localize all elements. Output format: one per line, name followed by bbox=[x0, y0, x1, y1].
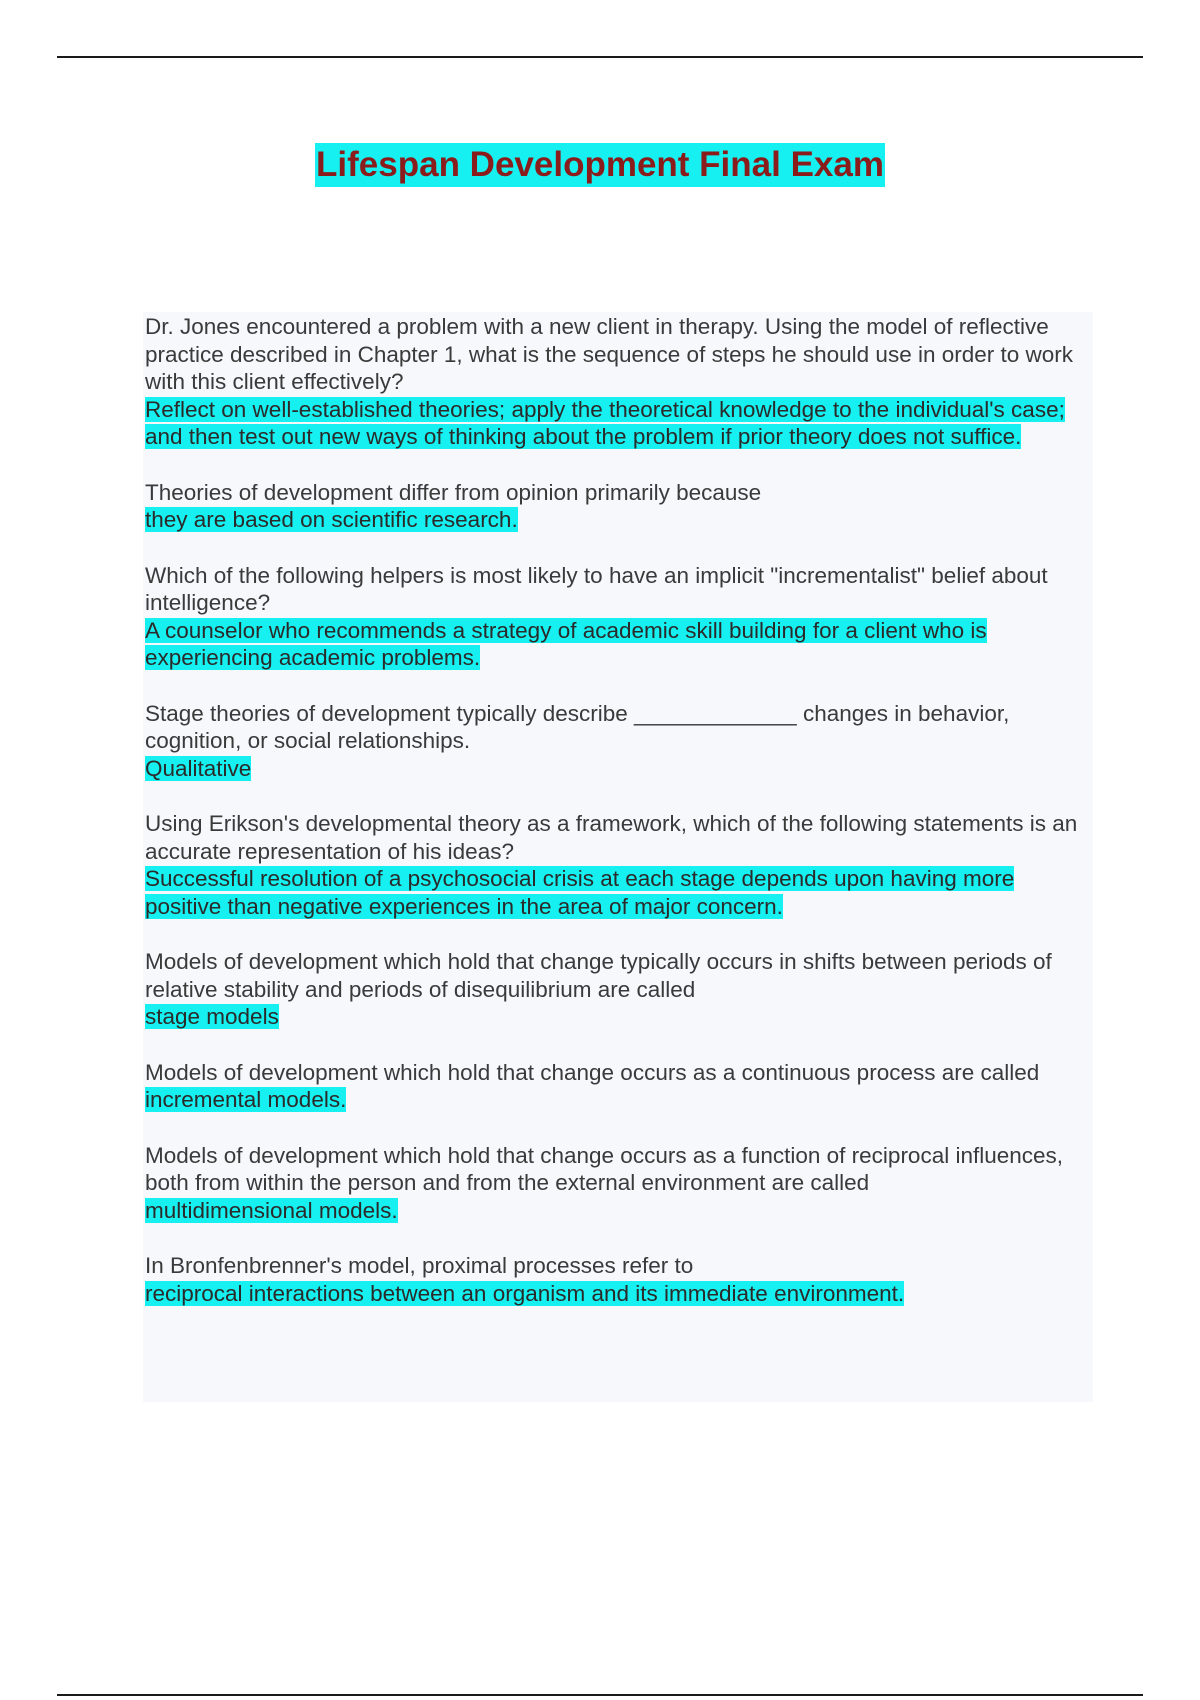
qa-item bbox=[145, 810, 1085, 920]
answer-highlight: multidimensional models. bbox=[145, 1197, 398, 1223]
document-title: Lifespan Development Final Exam bbox=[315, 143, 885, 187]
question-text: Stage theories of development typically describe _____________ changes in behavior, cognition, or social relationships. bbox=[145, 700, 1010, 753]
answer-text bbox=[145, 1086, 1085, 1114]
title-container bbox=[0, 143, 1200, 187]
qa-item bbox=[145, 313, 1085, 451]
qa-item bbox=[145, 700, 1085, 783]
answer-text bbox=[145, 755, 1085, 783]
answer-text bbox=[145, 396, 1085, 451]
qa-item bbox=[145, 479, 1085, 534]
question-text: In Bronfenbrenner's model, proximal processes refer to bbox=[145, 1253, 694, 1278]
answer-highlight: they are based on scientific research. bbox=[145, 507, 518, 532]
answer-highlight: stage models bbox=[145, 1004, 279, 1029]
answer-text bbox=[145, 1003, 1085, 1031]
question-text: Which of the following helpers is most likely to have an implicit "incrementalist" belief about intelligence? bbox=[145, 562, 1048, 615]
question-text: Using Erikson's developmental theory as a framework, which of the following statements is an accurate representation of his ideas? bbox=[145, 811, 1078, 864]
answer-highlight: Reflect on well-established theories; apply the theoretical knowledge to the individual's case; and then test out new ways of thinking about the problem if prior theory does not suffice. bbox=[145, 396, 1065, 449]
question-text: Models of development which hold that change occurs as a continuous process are called bbox=[145, 1059, 1040, 1085]
answer-text bbox=[145, 617, 1085, 672]
answer-highlight: A counselor who recommends a strategy of academic skill building for a client who is experiencing academic problems. bbox=[145, 617, 987, 670]
top-rule bbox=[57, 56, 1143, 58]
question-text: Theories of development differ from opinion primarily because bbox=[145, 479, 762, 505]
question-text: Models of development which hold that change typically occurs in shifts between periods of relative stability and periods of disequilibrium are called bbox=[145, 949, 1052, 1002]
answer-highlight: incremental models. bbox=[145, 1087, 347, 1112]
question-text: Dr. Jones encountered a problem with a new client in therapy. Using the model of reflective practice described in Chapter 1, what is the sequence of steps he should use in order to work with this client effectively? bbox=[145, 314, 1074, 394]
qa-list bbox=[145, 313, 1085, 1335]
qa-item bbox=[145, 562, 1085, 672]
answer-text bbox=[145, 1280, 1085, 1308]
answer-text bbox=[145, 506, 1085, 534]
question-text: Models of development which hold that change occurs as a function of reciprocal influences, both from within the person and from the external environment are called bbox=[145, 1142, 1064, 1195]
answer-text bbox=[145, 1197, 1085, 1225]
answer-highlight: Qualitative bbox=[145, 755, 252, 781]
answer-text bbox=[145, 865, 1085, 920]
bottom-rule bbox=[57, 1694, 1143, 1696]
qa-item bbox=[145, 1252, 1085, 1307]
answer-highlight: reciprocal interactions between an organism and its immediate environment. bbox=[145, 1280, 905, 1306]
qa-item bbox=[145, 948, 1085, 1031]
qa-item bbox=[145, 1142, 1085, 1225]
qa-item bbox=[145, 1059, 1085, 1114]
answer-highlight: Successful resolution of a psychosocial crisis at each stage depends upon having more positive than negative experiences in the area of major concern. bbox=[145, 866, 1015, 919]
